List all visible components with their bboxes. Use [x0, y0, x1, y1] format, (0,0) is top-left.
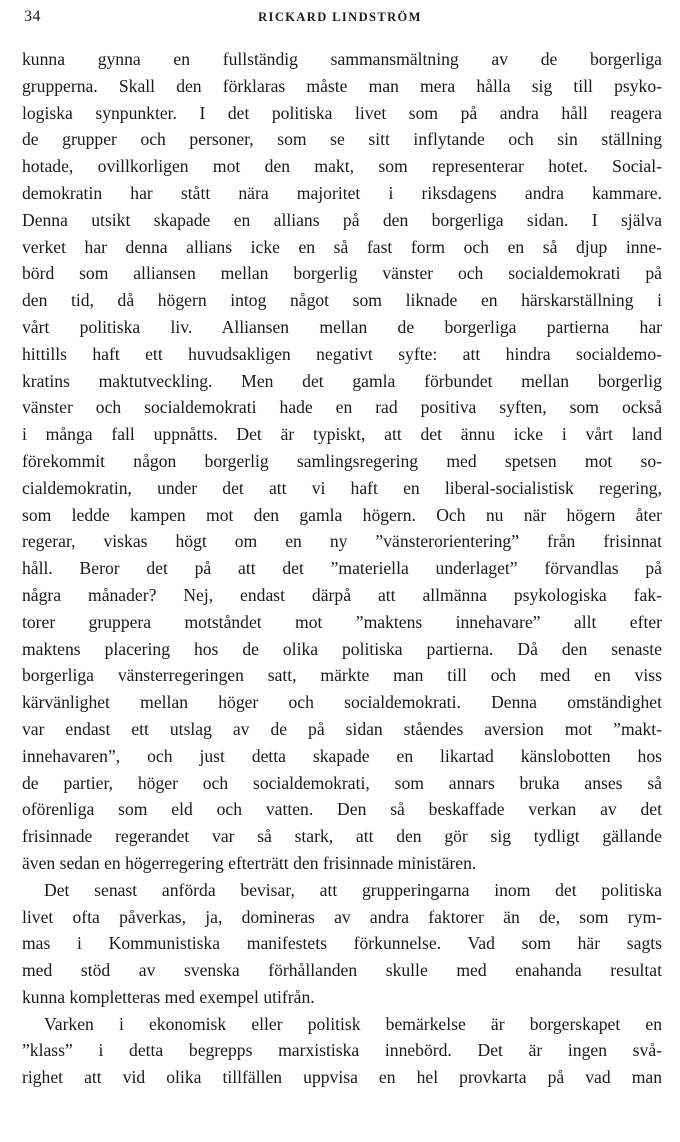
text-line: den tid, då högern intog något som liknade en härskarställning i — [22, 290, 662, 311]
text-line: de partier, höger och socialdemokrati, som annars bruka anses så — [22, 772, 662, 793]
text-line: de grupper och personer, som se sitt inflytande och sin ställning — [22, 129, 662, 150]
text-line: vårt politiska liv. Alliansen mellan de borgerliga partierna har — [22, 316, 662, 337]
text-line: oförenliga som eld och vatten. Den så beskaffade verkan av det — [22, 799, 662, 820]
text-line: kärvänlighet mellan höger och socialdemokrati. Denna omständighet — [22, 692, 662, 713]
paragraph-2 — [22, 877, 662, 1011]
running-head — [20, 8, 660, 28]
text-line: Det senast anförda bevisar, att grupperingarna inom det politiska — [44, 879, 662, 900]
text-line: några månader? Nej, endast därpå att allmänna psykologiska fak- — [22, 584, 662, 605]
text-line: förekommit någon borgerlig samlingsregering med spetsen mot so- — [22, 450, 662, 471]
paragraph-3 — [22, 1011, 662, 1091]
text-line: demokratin har stått nära majoritet i riksdagens andra kammare. — [22, 182, 662, 203]
text-line: vänster och socialdemokrati hade en rad positiva syften, som också — [22, 397, 662, 418]
text-line: mas i Kommunistiska manifestets förkunnelse. Vad som här sagts — [22, 933, 662, 954]
text-line: börd som alliansen mellan borgerlig vänster och socialdemokrati på — [22, 263, 662, 284]
text-line: kunna gynna en fullständig sammansmältning av de borgerliga — [22, 49, 662, 69]
text-line: frisinnade regerandet var så stark, att den gör sig tydligt gällande — [22, 826, 662, 847]
paragraph-1 — [22, 46, 662, 877]
text-line: i många fall uppnåtts. Det är typiskt, att det ännu icke i vårt land — [22, 424, 662, 445]
text-line: torer gruppera motståndet mot ”maktens innehavare” allt efter — [22, 611, 662, 632]
text-line: hittills haft ett huvudsakligen negativt syfte: att hindra socialdemo- — [22, 343, 662, 364]
text-line: cialdemokratin, under det att vi haft en liberal-socialistisk regering, — [22, 477, 662, 498]
text-line: som ledde kampen mot den gamla högern. Och nu när högern åter — [22, 504, 662, 525]
text-line: maktens placering hos de olika politiska partierna. Då den senaste — [22, 638, 662, 659]
text-line: kunna kompletteras med exempel utifrån. — [22, 986, 315, 1007]
text-line: med stöd av svenska förhållanden skulle med enahanda resultat — [22, 960, 662, 981]
running-title: RICKARD LINDSTRÖM — [258, 10, 422, 24]
text-line: kratins maktutveckling. Men det gamla förbundet mellan borgerlig — [22, 370, 662, 391]
text-line: Denna utsikt skapade en allians på den borgerliga sidan. I själva — [22, 209, 662, 230]
text-line: logiska synpunkter. I det politiska livet som på andra håll reagera — [22, 102, 662, 123]
text-line: livet ofta påverkas, ja, domineras av andra faktorer än de, som rym- — [22, 906, 662, 927]
text-line: även sedan en högerregering efterträtt den frisinnade ministären. — [22, 852, 477, 873]
text-line: hotade, ovillkorligen mot den makt, som representerar hotet. Social- — [22, 156, 662, 177]
text-line: borgerliga vänsterregeringen satt, märkte man till och med en viss — [22, 665, 662, 686]
text-line: ”klass” i detta begrepps marxistiska innebörd. Det är ingen svå- — [22, 1040, 662, 1061]
body-text — [22, 46, 662, 1091]
page-number: 34 — [24, 8, 41, 25]
text-line: grupperna. Skall den förklaras måste man mera hålla sig till psyko- — [22, 75, 662, 96]
text-line: håll. Beror det på att det ”materiella underlaget” förvandlas på — [22, 558, 662, 579]
text-line: verket har denna allians icke en så fast form och en så djup inne- — [22, 236, 662, 257]
text-line: righet att vid olika tillfällen uppvisa en hel provkarta på vad man — [22, 1067, 662, 1088]
text-line: var endast ett utslag av de på sidan ståendes aversion mot ”makt- — [22, 718, 662, 739]
text-line: innehavaren”, och just detta skapade en likartad känslobotten hos — [22, 745, 662, 766]
text-line: regerar, viskas högt om en ny ”vänsterorientering” från frisinnat — [22, 531, 662, 552]
text-line: Varken i ekonomisk eller politisk bemärkelse är borgerskapet en — [44, 1013, 662, 1034]
